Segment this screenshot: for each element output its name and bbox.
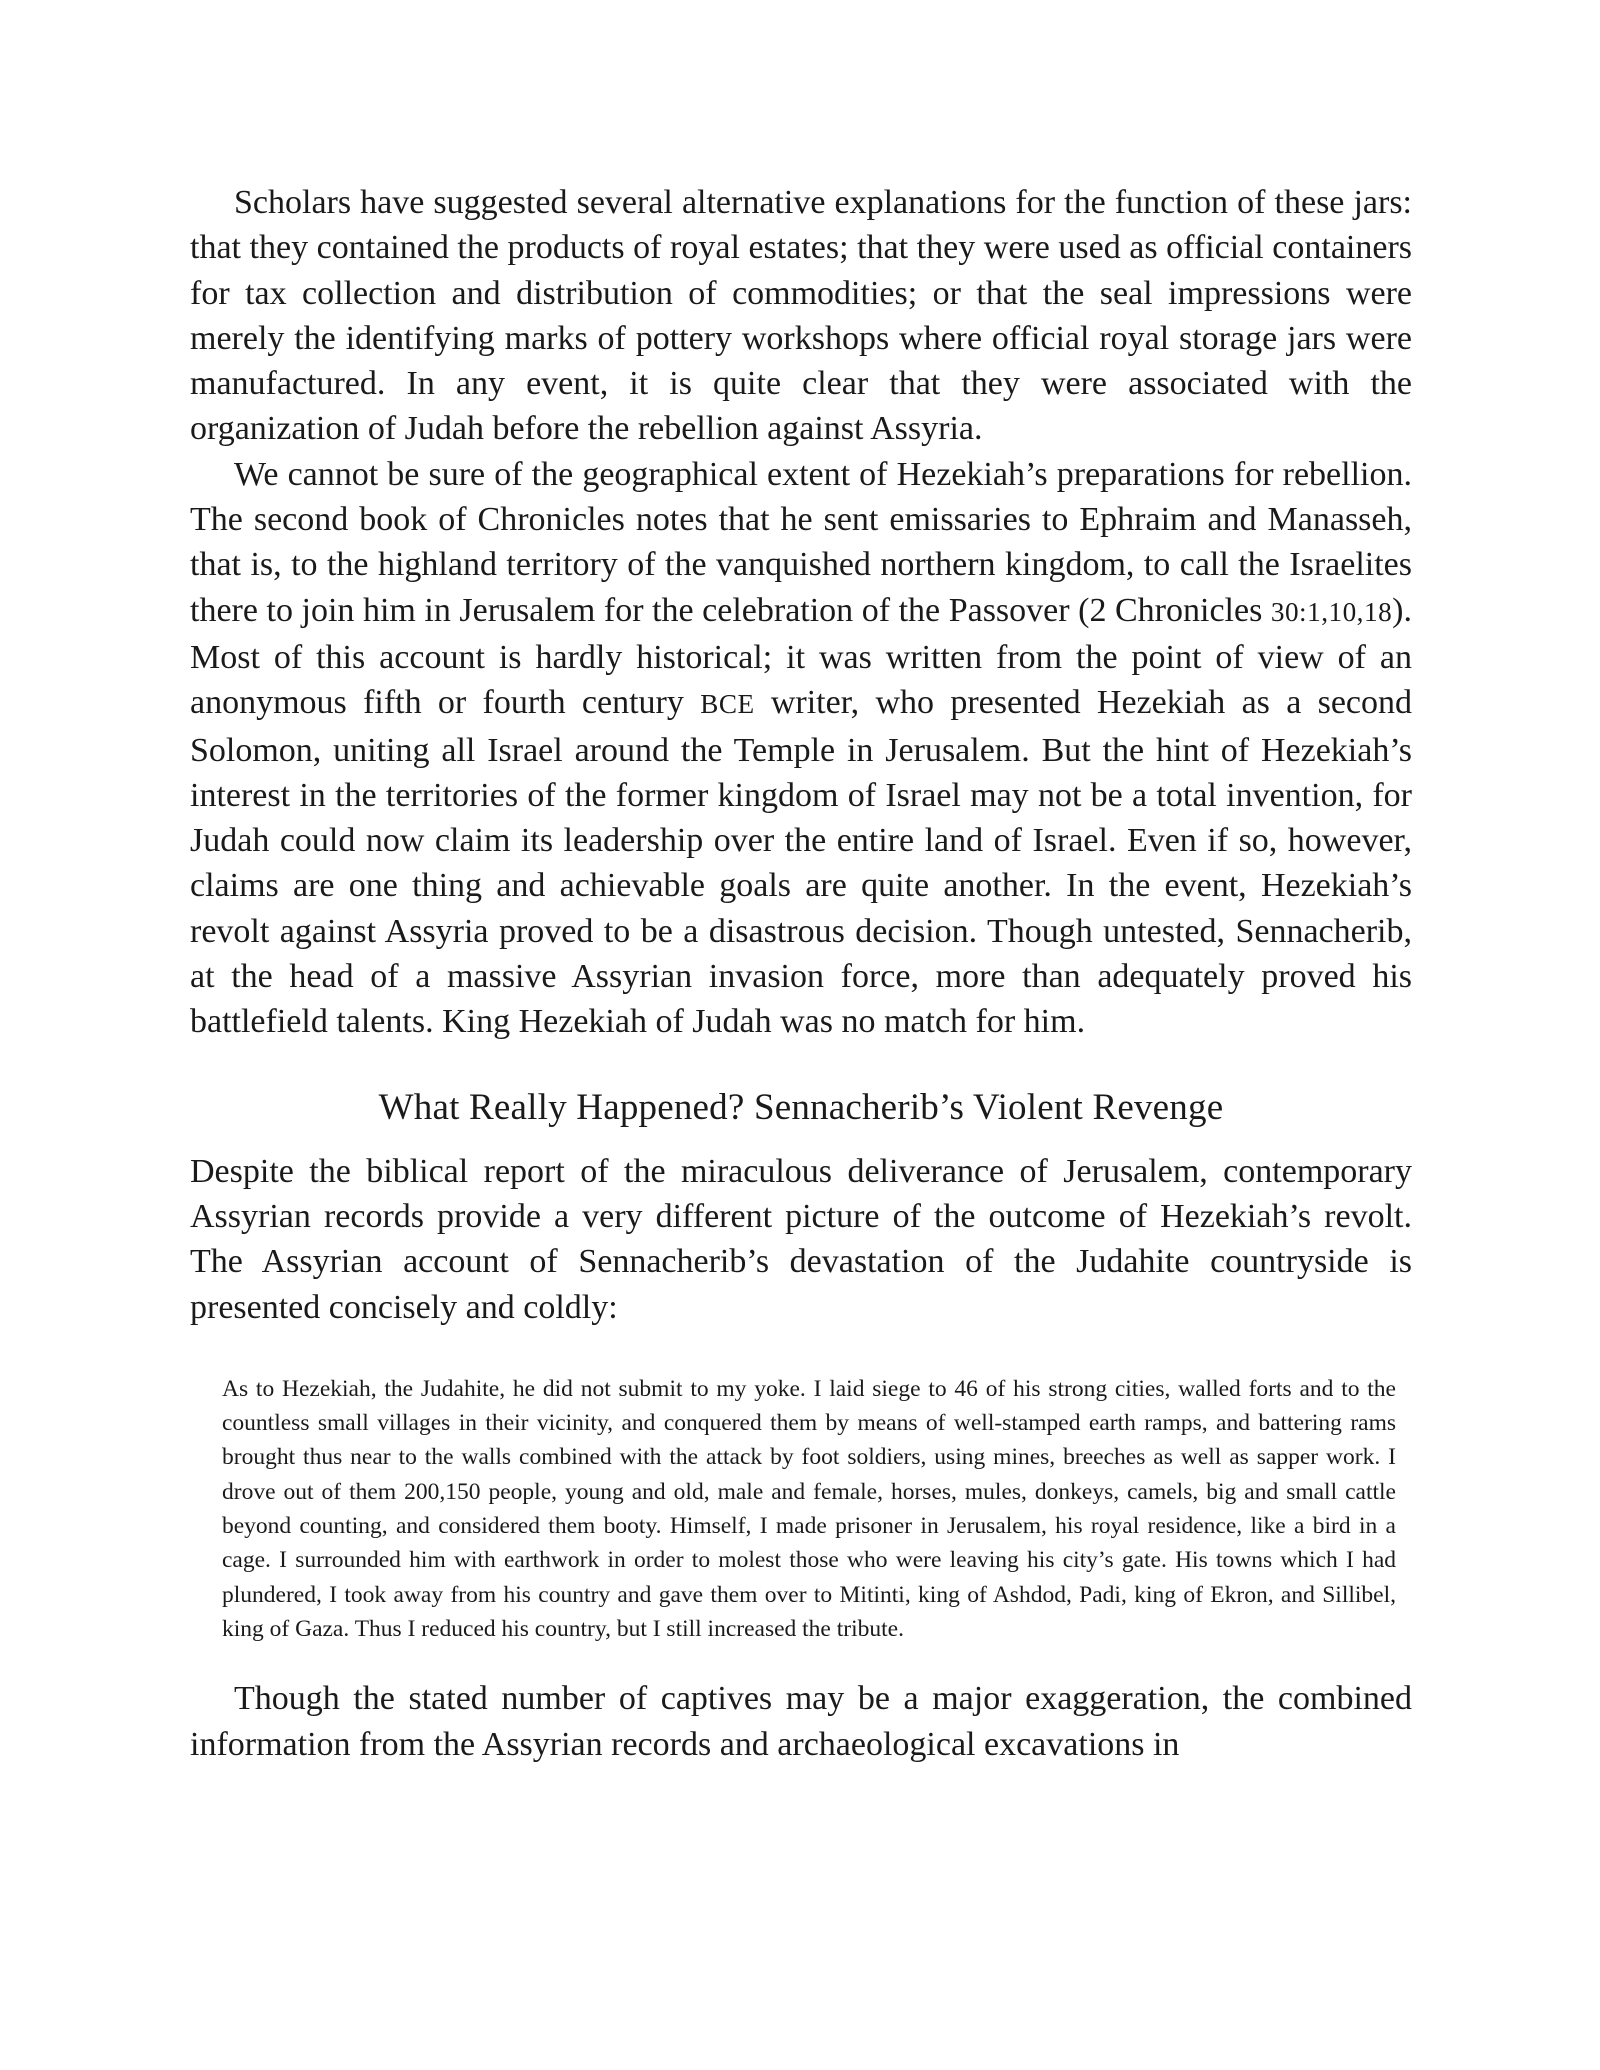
paragraph-text-part: writer, who presented Hezekiah as a second Solomon, uniting all Israel around the Temple in Jerusalem. But the hint of Hezekiah’s interest in the territories of the former kingdom of Israel may not be a total invention, for Judah could now claim its leadership over the entire land of Israel. Even if so, however, claims are one thing and achievable goals are quite another. In the event, Hezekiah’s revolt against Assyria proved to be a disastrous decision. Though untested, Sennacherib, at the head of a massive Assyrian invasion force, more than adequately proved his battlefield talents. King Hezekiah of Judah was no match for him. [190, 684, 1413, 1041]
book-page [190, 180, 1412, 1767]
paragraph-captives: Though the stated number of captives may be a major exaggeration, the combined information from the Assyrian records and archaeological excavations in [190, 1680, 1412, 1763]
assyrian-inscription-quote: As to Hezekiah, the Judahite, he did not submit to my yoke. I laid siege to 46 of his strong cities, walled forts and to the countless small villages in their vicinity, and conquered them by means of well-stamped earth ramps, and battering rams brought thus near to the walls combined with the attack by foot soldiers, using mines, breeches as well as sapper work. I drove out of them 200,150 people, young and old, male and female, horses, mules, donkeys, camels, big and small cattle beyond counting, and considered them booty. Himself, I made prisoner in Jerusalem, his royal residence, like a bird in a cage. I surrounded him with earthwork in order to molest those who were leaving his city’s gate. His towns which I had plundered, I took away from his country and gave them over to Mitinti, king of Ashdod, Padi, king of Ekron, and Sillibel, king of Gaza. Thus I reduced his country, but I still increased the tribute. [222, 1375, 1396, 1642]
paragraph-assyrian-records: Despite the biblical report of the miraculous deliverance of Jerusalem, contemporary Assyrian records provide a very different picture of the outcome of Hezekiah’s revolt. The Assyrian account of Sennacherib’s devastation of the Judahite countryside is presented concisely and coldly: [190, 1152, 1412, 1326]
era-abbreviation: BCE [700, 689, 755, 720]
paragraph-storage-jars: Scholars have suggested several alternative explanations for the function of these jars: that they contained the products of royal estates; that they were used as official containers for tax collection and distribution of commodities; or that the seal impressions were merely the identifying marks of pottery workshops where official royal storage jars were manufactured. In any event, it is quite clear that they were associated with the organization of Judah before the rebellion against Assyria. [190, 184, 1412, 448]
paragraph-hezekiah-preparations [190, 452, 1412, 1045]
scripture-reference: 30:1,10,18 [1270, 596, 1393, 627]
paragraph-text-part: ). Most of this account is hardly historical; it was written from the point of view of an anonymous fifth or fourth century [190, 591, 1412, 722]
paragraph-text-part: We cannot be sure of the geographical extent of Hezekiah’s preparations for rebellion. The second book of Chronicles notes that he sent emissaries to Ephraim and Manasseh, that is, to the highland territory of the vanquished northern kingdom, to call the Israelites there to join him in Jerusalem for the celebration of the Passover (2 Chronicles [190, 455, 1412, 629]
section-heading: What Really Happened? Sennacherib’s Violent Revenge [378, 1086, 1224, 1128]
